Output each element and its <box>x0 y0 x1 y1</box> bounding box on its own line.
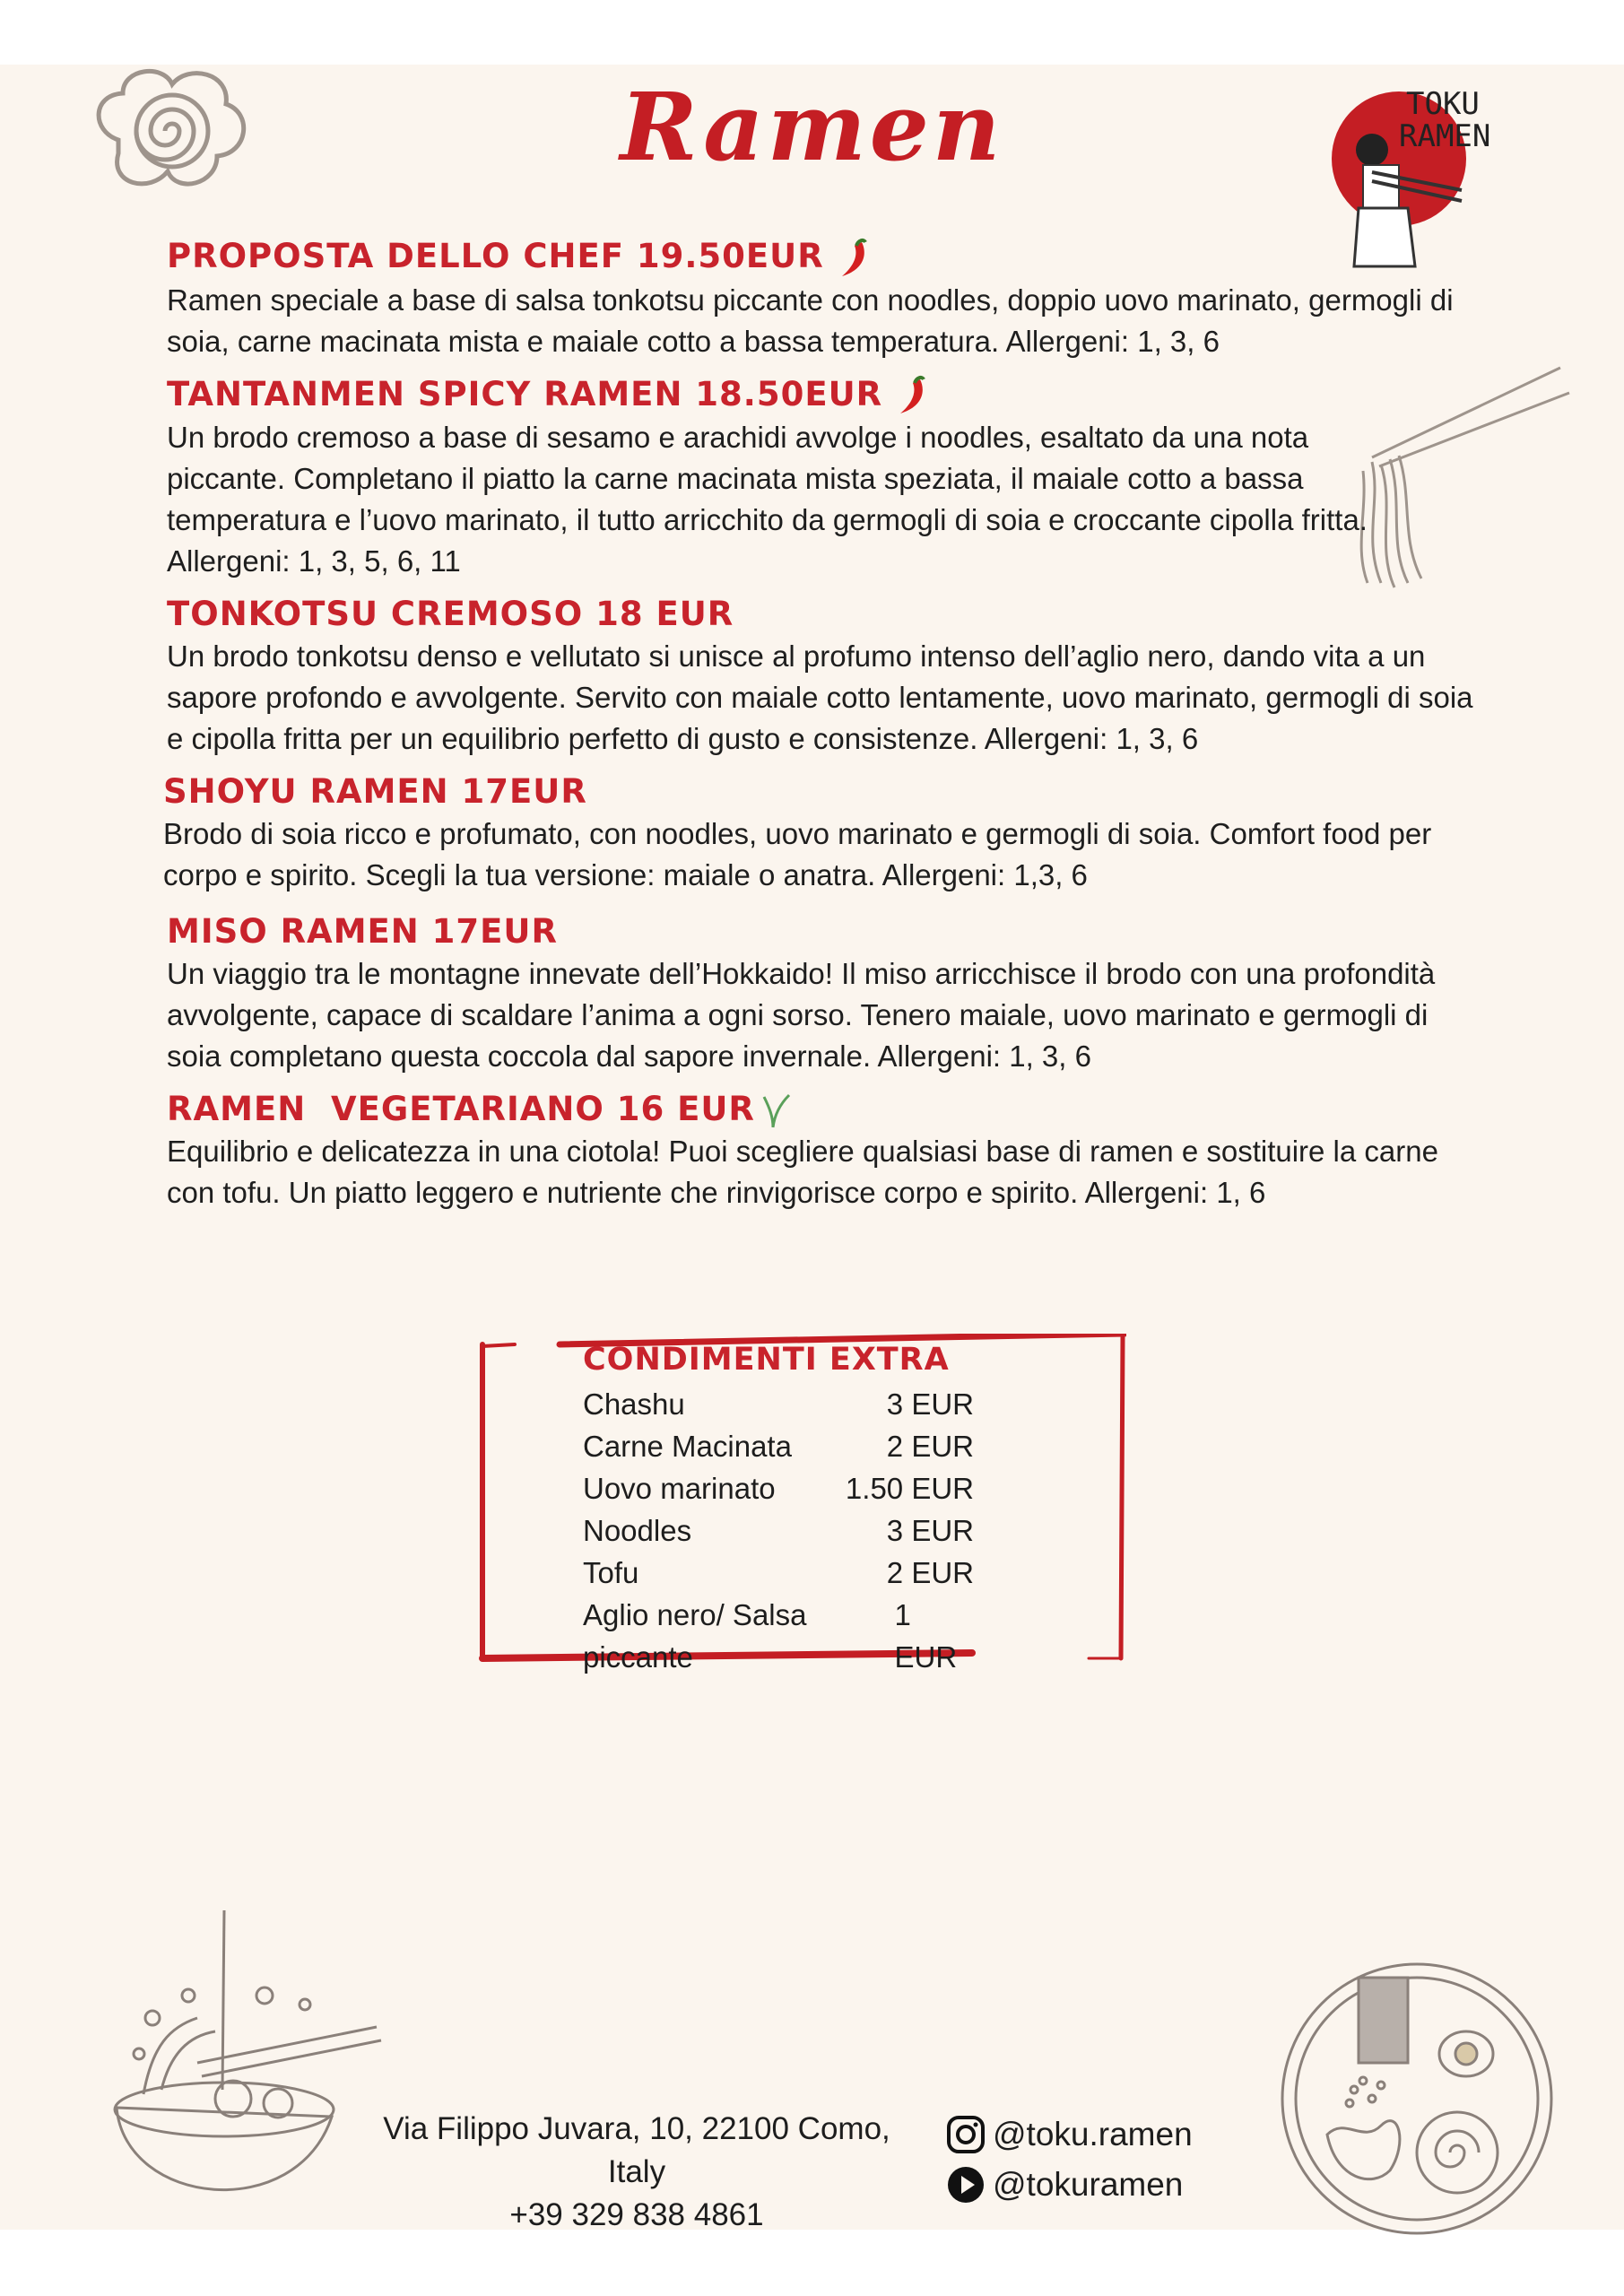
extra-row <box>583 1467 974 1509</box>
item-name: PROPOSTA DELLO CHEF 19.50EUR <box>167 237 824 275</box>
item-name: MISO RAMEN 17EUR <box>167 912 558 951</box>
ramen-bowl-illustration <box>90 1910 386 2242</box>
extras-list <box>583 1383 974 1678</box>
extra-name: Carne Macinata <box>583 1430 792 1463</box>
extra-row <box>583 1383 974 1425</box>
extra-name: Tofu <box>583 1556 639 1589</box>
instagram-link[interactable] <box>946 2109 1193 2160</box>
menu-item <box>167 593 1476 760</box>
extra-price: 2 EUR <box>886 1430 974 1463</box>
extra-row <box>583 1509 974 1552</box>
extra-price: 1.50 EUR <box>845 1472 974 1505</box>
ramen-bowl-topview-illustration <box>1273 1955 1560 2242</box>
phone: +39 329 838 4861 <box>509 2197 764 2232</box>
item-description: Equilibrio e delicatezza in una ciotola! Puoi scegliere qualsiasi base di ramen e sostituire la carne con tofu. Un piatto leggero e nutriente che rinvigorisce corpo e spirito. Allergeni: 1, 6 <box>167 1135 1438 1209</box>
item-description: Brodo di soia ricco e profumato, con noodles, uovo marinato e germogli di soia. Comfort food per corpo e spirito. Scegli la tua versione: maiale o anatra. Allergeni: 1,3, 6 <box>163 817 1432 891</box>
leaf-icon <box>760 1091 793 1131</box>
play-icon <box>946 2165 986 2205</box>
page-title: Ramen <box>620 72 1004 182</box>
extra-name: Aglio nero/ Salsa piccante <box>583 1598 807 1674</box>
logo-line2: RAMEN <box>1399 118 1491 154</box>
social-links <box>946 2109 1193 2210</box>
extra-price: 2 EUR <box>886 1556 974 1589</box>
item-name: RAMEN VEGETARIANO 16 EUR <box>167 1090 755 1128</box>
extra-name: Noodles <box>583 1514 692 1547</box>
instagram-icon <box>946 2115 986 2154</box>
youtube-link[interactable] <box>946 2160 1193 2210</box>
extra-row <box>583 1552 974 1594</box>
extra-row <box>583 1594 974 1678</box>
instagram-handle: @toku.ramen <box>993 2116 1193 2152</box>
extra-price: 3 EUR <box>886 1387 974 1421</box>
menu-item <box>167 910 1476 1077</box>
item-name: SHOYU RAMEN 17EUR <box>163 772 587 811</box>
chili-icon <box>893 374 929 417</box>
extra-price: 1 EUR <box>894 1598 958 1674</box>
extra-row <box>583 1425 974 1467</box>
menu-item <box>167 1088 1476 1213</box>
footer-contact <box>377 2108 897 2237</box>
extra-name: Uovo marinato <box>583 1472 776 1505</box>
logo-line1: TOKU <box>1406 86 1480 122</box>
item-description: Un brodo tonkotsu denso e vellutato si unisce al profumo intenso dell’aglio nero, dando vita a un sapore profondo e avvolgente. Servito con maiale cotto lentamente, uovo marinato, germogli di soia e cipolla fritta per un equilibrio perfetto di gusto e consistenze. Allergeni: 1, 3, 6 <box>167 639 1473 755</box>
item-name: TANTANMEN SPICY RAMEN 18.50EUR <box>167 374 883 413</box>
item-description: Un viaggio tra le montagne innevate dell’Hokkaido! Il miso arricchisce il brodo con una profondità avvolgente, capace di scaldare l’anima a ogni sorso. Tenero maiale, uovo marinato e germogli di soia completano questa coccola dal sapore invernale. Allergeni: 1, 3, 6 <box>167 957 1436 1073</box>
menu-item <box>167 235 1476 362</box>
menu-item <box>163 770 1476 896</box>
ramen-menu-list <box>163 235 1476 1224</box>
item-description: Un brodo cremoso a base di sesamo e arachidi avvolge i noodles, esaltato da una nota piccante. Completano il piatto la carne macinata mista speziata, il maiale cotto a bassa temperatura e l’uovo marinato, il tutto arricchito da germogli di soia e croccante cipolla fritta. Allergeni: 1, 3, 5, 6, 11 <box>167 421 1368 578</box>
extra-name: Chashu <box>583 1387 685 1421</box>
extra-price: 3 EUR <box>886 1514 974 1547</box>
youtube-handle: @tokuramen <box>993 2166 1184 2203</box>
chili-icon <box>835 237 871 280</box>
address: Via Filippo Juvara, 10, 22100 Como, Italy <box>383 2111 890 2189</box>
menu-item <box>167 373 1476 583</box>
extras-title: CONDIMENTI EXTRA <box>583 1342 950 1378</box>
item-description: Ramen speciale a base di salsa tonkotsu piccante con noodles, doppio uovo marinato, germogli di soia, carne macinata mista e maiale cotto a bassa temperatura. Allergeni: 1, 3, 6 <box>167 283 1454 358</box>
item-name: TONKOTSU CREMOSO 18 EUR <box>167 595 734 633</box>
